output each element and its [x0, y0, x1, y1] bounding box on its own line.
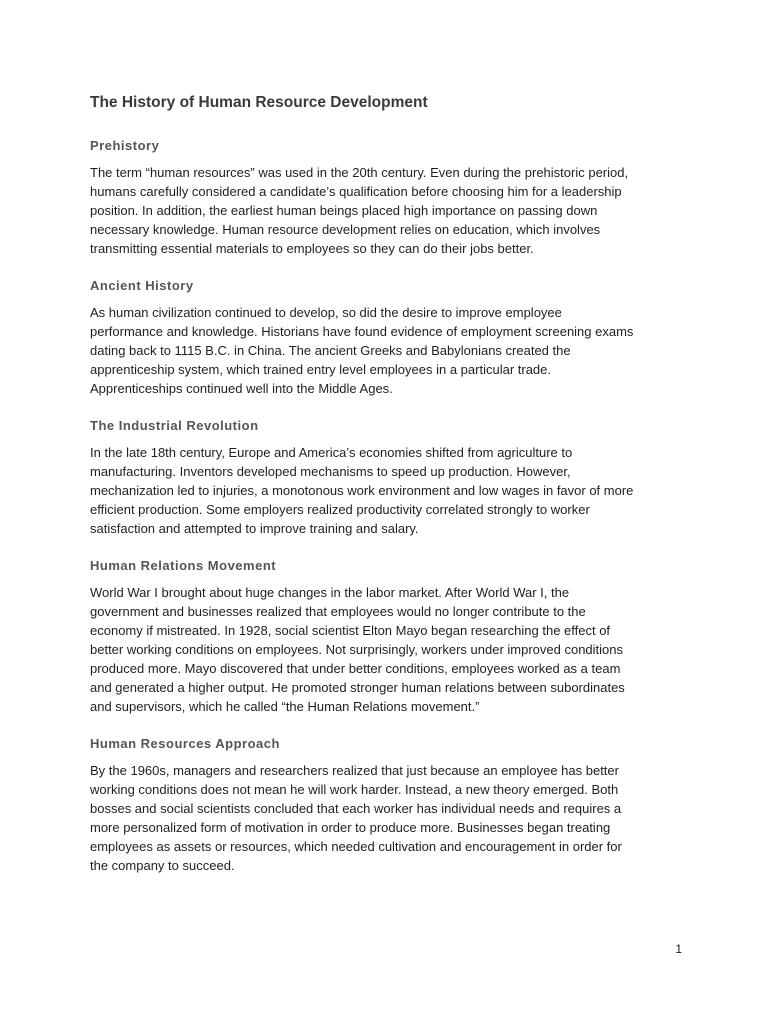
section-heading: Prehistory	[90, 138, 160, 153]
section-body: In the late 18th century, Europe and America’s economies shifted from agriculture to manufacturing. Inventors developed mechanisms to speed up production. However, mechanization led to injuries, a monotonous work environment and low wages in favor of more efficient production. Some employers realized productivity correlated strongly to worker satisfaction and attempted to improve training and salary.	[90, 445, 634, 536]
section-human-resources-approach	[90, 735, 690, 875]
section-body: World War I brought about huge changes in the labor market. After World War I, the government and businesses realized that employees would no longer contribute to the economy if mistreated. In 1928, social scientist Elton Mayo began researching the effect of better working conditions on employees. Not surprisingly, workers under improved conditions produced more. Mayo discovered that under better conditions, employees worked as a team and generated a higher output. He promoted stronger human relations between subordinates and supervisors, which he called “the Human Relations movement.”	[90, 585, 625, 714]
document-title: The History of Human Resource Development	[90, 94, 428, 111]
section-heading: Human Relations Movement	[90, 558, 277, 573]
section-prehistory	[90, 137, 690, 258]
section-body: The term “human resources” was used in the 20th century. Even during the prehistoric period, humans carefully considered a candidate’s qualification before choosing him for a leadership position. In addition, the earliest human beings placed high importance on passing down necessary knowledge. Human resource development relies on education, which involves transmitting essential materials to employees so they can do their jobs better.	[90, 165, 629, 256]
section-human-relations-movement	[90, 557, 690, 716]
section-industrial-revolution	[90, 417, 690, 538]
document-content	[90, 93, 690, 894]
section-body: As human civilization continued to develop, so did the desire to improve employee performance and knowledge. Historians have found evidence of employment screening exams dating back to 1115 B.C. in China. The ancient Greeks and Babylonians created the apprenticeship system, which trained entry level employees in a particular trade. Apprenticeships continued well into the Middle Ages.	[90, 305, 634, 396]
section-heading: The Industrial Revolution	[90, 418, 259, 433]
section-heading: Human Resources Approach	[90, 736, 280, 751]
page-number: 1	[675, 942, 682, 956]
section-body: By the 1960s, managers and researchers realized that just because an employee has better working conditions does not mean he will work harder. Instead, a new theory emerged. Both bosses and social scientists concluded that each worker has individual needs and requires a more personalized form of motivation in order to produce more. Businesses began treating employees as assets or resources, which needed cultivation and encouragement in order for the company to succeed.	[90, 763, 622, 873]
section-heading: Ancient History	[90, 278, 194, 293]
section-ancient-history	[90, 277, 690, 398]
